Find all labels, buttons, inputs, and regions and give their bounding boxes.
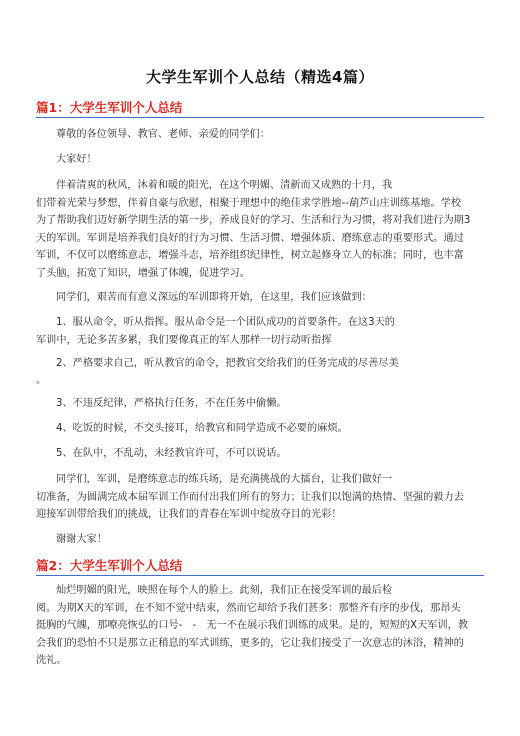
list-item-2-cont: 。 xyxy=(36,375,47,386)
para3-line: 迎接军训带给我们的挑战，让我们的青春在军训中绽放夺目的光彩！ xyxy=(36,509,342,520)
list-item-5: 5、在队中，不乱动，未经教官许可，不可以说话。 xyxy=(56,448,287,459)
para3-line: 同学们，军训，是磨练意志的练兵场，是充满挑战的大擂台，让我们做好一 xyxy=(56,474,393,485)
greeting: 大家好！ xyxy=(56,154,97,165)
para1-line: 们带着光荣与梦想，伴着自豪与欣慰，相聚于理想中的绝佳求学胜地--葫芦山庄训练基地。学校 xyxy=(36,197,462,209)
list-item-2: 2、严格要求自己，听从教官的命令，把教官交给我们的任务完成的尽善尽美 xyxy=(56,358,399,369)
thanks: 谢谢大家！ xyxy=(56,534,107,545)
s2-para1-line: 挺胸的气魄，那嘹亮恢弘的口号- - 无一不在展示我们训练的成果。是的，短短的X天军训，教 xyxy=(36,620,469,631)
para3-line: 切准备，为圆满完成本届军训工作而付出我们所有的努力；让我们以饱满的热情、坚强的毅力去 xyxy=(36,491,464,503)
list-item-3: 3、不违反纪律，严格执行任务，不在任务中偷懒。 xyxy=(56,398,287,409)
para1-line: 天的军训。军训是培养我们良好的行为习惯、生活习惯、增强体质、磨练意志的重要形式。通过 xyxy=(36,232,464,244)
list-item-1: 1、服从命令，听从指挥。服从命令是一个团队成功的首要条件。在这3天的 xyxy=(56,317,395,328)
section1-divider xyxy=(36,117,484,118)
section2-heading: 篇2：大学生军训个人总结 xyxy=(36,558,183,573)
para1-line: 伴着清爽的秋风，沐着和暖的阳光，在这个明媚、清新而又成熟的十月，我 xyxy=(56,180,393,191)
para1-line: 为了帮助我们迈好新学期生活的第一步，养成良好的学习、生活和行为习惯，将对我们进行为期3 xyxy=(36,215,471,226)
list-item-1-cont: 军训中，无论多苦多累，我们要像真正的军人那样一切行动听指挥 xyxy=(36,334,332,346)
s2-para1-line: 阅。为期X天的军训，在不知不觉中结束，然而它却给予我们甚多：那整齐有序的步伐，那昂头 xyxy=(36,602,461,614)
list-item-4: 4、吃饭的时候，不交头接耳，给教官和同学造成不必要的麻烦。 xyxy=(56,423,348,434)
section1-heading: 篇1：大学生军训个人总结 xyxy=(36,100,183,115)
salutation: 尊敬的各位领导、教官、老师、亲爱的同学们： xyxy=(56,129,270,140)
section2-divider xyxy=(36,575,484,576)
s2-para1-line: 洗礼。 xyxy=(36,655,67,666)
page-title: 大学生军训个人总结（精选4篇） xyxy=(146,68,374,86)
s2-para1-line: 会我们的恐怕不只是那立正稍息的军式训练，更多的，它让我们接受了一次意志的沐浴，精神的 xyxy=(36,637,464,649)
para1-line: 军训，不仅可以磨练意志，增强斗志，培养组织纪律性，树立起修身立人的标准；同时，也丰富 xyxy=(36,250,464,261)
para1-line: 了头脑，拓宽了知识，增强了体魄，促进学习。 xyxy=(36,267,250,279)
para2: 同学们，艰苦而有意义深远的军训即将开始，在这里，我们应该做到： xyxy=(56,292,372,303)
s2-para1-line: 灿烂明媚的阳光，映照在每个人的脸上。此刻，我们正在接受军训的最后检 xyxy=(56,585,393,596)
